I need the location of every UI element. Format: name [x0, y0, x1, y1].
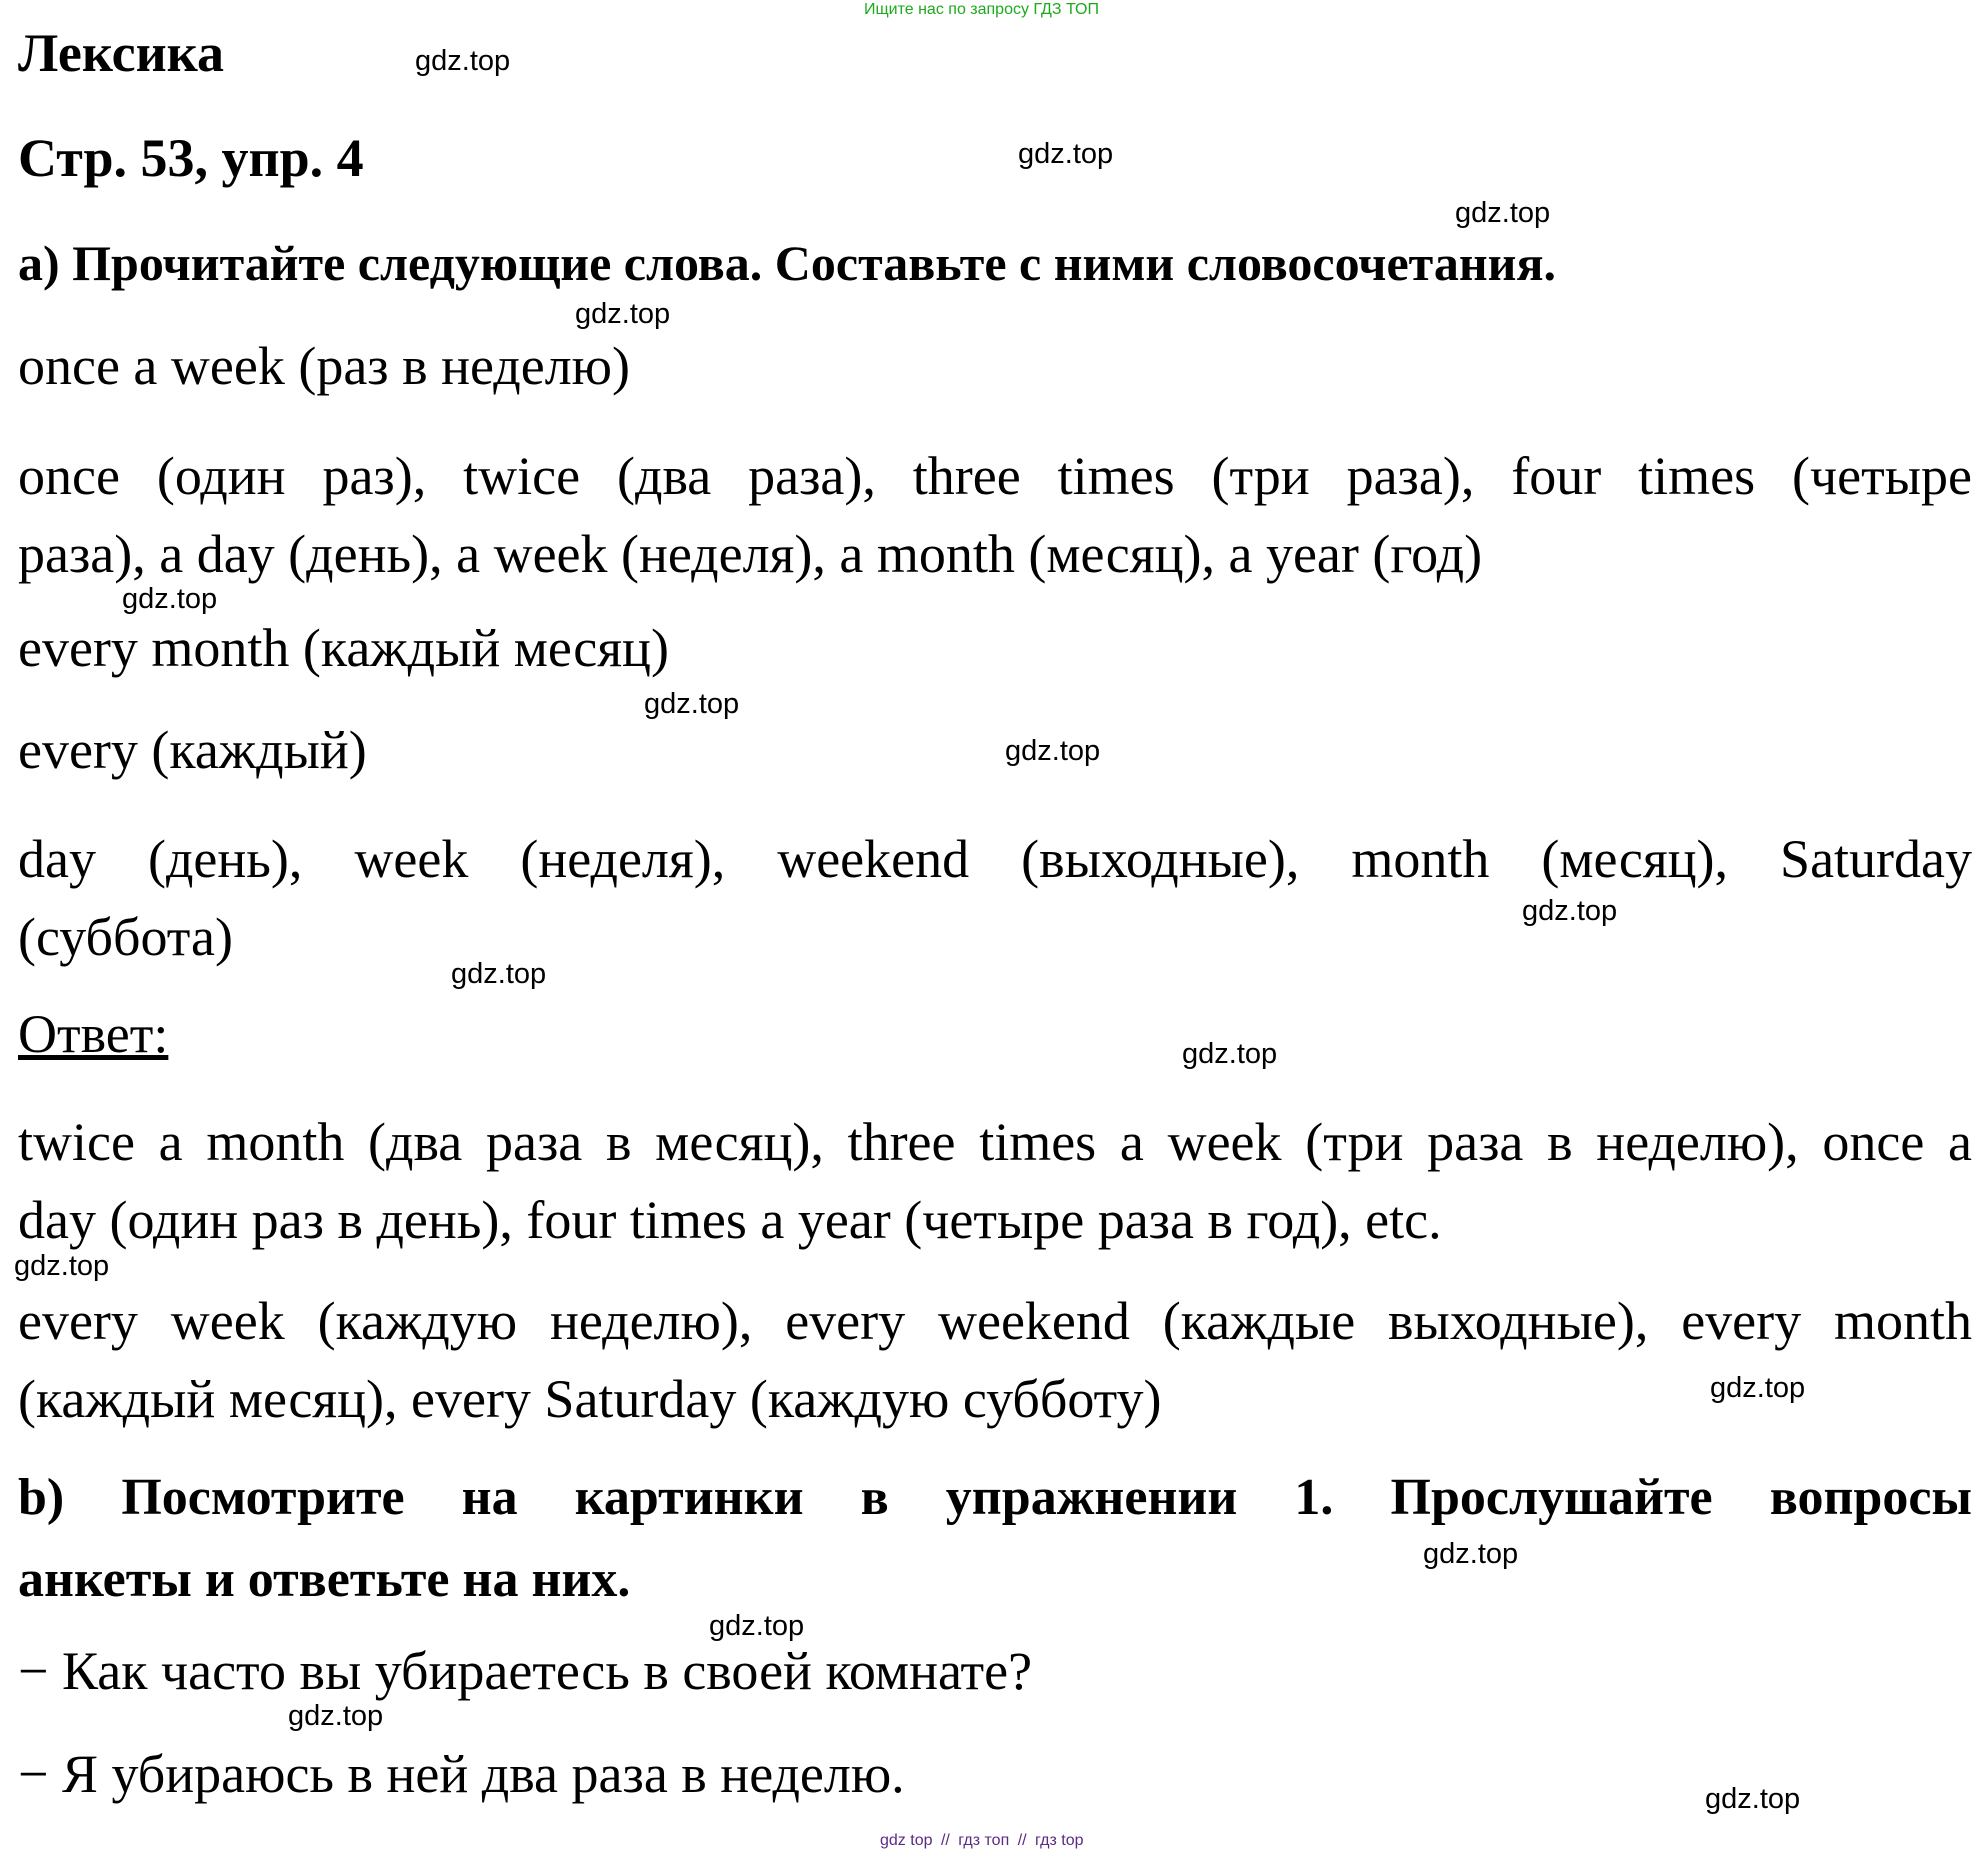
- watermark: gdz.top: [1005, 735, 1101, 767]
- dialog-answer: − Я убираюсь в ней два раза в неделю.: [18, 1744, 905, 1804]
- footer-text: gdz top: [880, 1832, 933, 1849]
- words-list-time-line2: (суббота): [18, 907, 233, 967]
- dialog-question: − Как часто вы убираетесь в своей комнате?: [18, 1641, 1033, 1701]
- watermark: gdz.top: [709, 1610, 805, 1642]
- section-title: Лексика: [18, 23, 224, 83]
- watermark: gdz.top: [1423, 1538, 1519, 1570]
- watermark: gdz.top: [288, 1700, 384, 1732]
- words-list-frequency: [18, 437, 1972, 593]
- watermark: gdz.top: [451, 958, 547, 990]
- answer-1-line1: twice a month (два раза в месяц), three times a week (три раза в неделю), once a: [18, 1112, 1972, 1172]
- footer: [878, 1832, 1086, 1850]
- task-a-heading: a) Прочитайте следующие слова. Составьте с ними словосочетания.: [18, 235, 1557, 291]
- footer-separator: //: [1017, 1832, 1027, 1849]
- task-b-heading: [18, 1457, 1972, 1621]
- answer-paragraph-2: [18, 1282, 1972, 1438]
- watermark: gdz.top: [14, 1250, 110, 1282]
- task-b-line2: анкеты и ответьте на них.: [18, 1551, 631, 1608]
- words-list-time-line1: day (день), week (неделя), weekend (выходные), month (месяц), Saturday: [18, 829, 1972, 889]
- answer-label: Ответ:: [18, 1004, 169, 1064]
- words-list-frequency-line2: раза), a day (день), a week (неделя), a month (месяц), a year (год): [18, 524, 1483, 584]
- watermark: gdz.top: [644, 688, 740, 720]
- watermark: gdz.top: [1455, 197, 1551, 229]
- words-list-time: [18, 820, 1972, 976]
- top-banner: Ищите нас по запросу ГДЗ ТОП: [864, 1, 1099, 18]
- watermark: gdz.top: [1018, 138, 1114, 170]
- watermark: gdz.top: [1710, 1372, 1806, 1404]
- watermark: gdz.top: [1522, 895, 1618, 927]
- example-every: every (каждый): [18, 720, 367, 780]
- task-b-line1: b) Посмотрите на картинки в упражнении 1. Прослушайте вопросы: [18, 1469, 1972, 1526]
- footer-text: гдз top: [1035, 1832, 1084, 1849]
- answer-paragraph-1: [18, 1103, 1972, 1259]
- watermark: gdz.top: [575, 298, 671, 330]
- watermark: gdz.top: [1705, 1783, 1801, 1815]
- footer-separator: //: [940, 1832, 950, 1849]
- words-list-frequency-line1: once (один раз), twice (два раза), three times (три раза), four times (четыре: [18, 446, 1972, 506]
- watermark: gdz.top: [122, 583, 218, 615]
- answer-1-line2: day (один раз в день), four times a year (четыре раза в год), etc.: [18, 1190, 1442, 1250]
- watermark: gdz.top: [1182, 1038, 1278, 1070]
- footer-text: гдз топ: [958, 1832, 1010, 1849]
- example-every-month: every month (каждый месяц): [18, 618, 669, 678]
- answer-2-line1: every week (каждую неделю), every weekend (каждые выходные), every month: [18, 1291, 1972, 1351]
- example-once-a-week: once a week (раз в неделю): [18, 336, 630, 396]
- answer-2-line2: (каждый месяц), every Saturday (каждую субботу): [18, 1369, 1162, 1429]
- exercise-ref: Стр. 53, упр. 4: [18, 128, 364, 188]
- watermark: gdz.top: [415, 45, 511, 77]
